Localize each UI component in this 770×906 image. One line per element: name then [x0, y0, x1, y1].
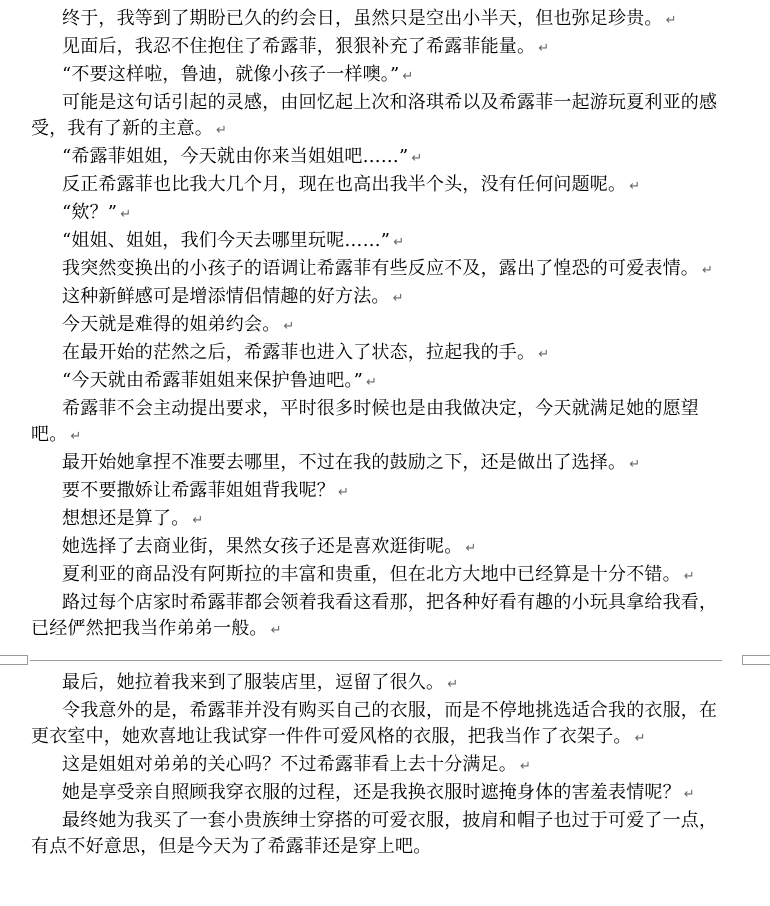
paragraph-mark-icon: ↵: [538, 347, 550, 362]
paragraph-mark-icon: ↵: [634, 731, 646, 746]
paragraph[interactable]: 终于，我等到了期盼已久的约会日，虽然只是空出小半天，但也弥足珍贵。 ↵: [62, 8, 677, 29]
paragraph-mark-icon: ↵: [283, 319, 295, 334]
paragraph[interactable]: “今天就由希露菲姐姐来保护鲁迪吧。” ↵: [62, 370, 378, 391]
paragraph[interactable]: 这是姐姐对弟弟的关心吗？不过希露菲看上去十分满足。 ↵: [62, 754, 532, 775]
paragraph[interactable]: 我突然变换出的小孩子的语调让希露菲有些反应不及，露出了惶恐的可爱表情。 ↵: [62, 258, 714, 279]
paragraph[interactable]: “希露菲姐姐，今天就由你来当姐姐吧……” ↵: [62, 146, 423, 167]
paragraph-mark-icon: ↵: [270, 623, 282, 638]
paragraph-mark-icon: ↵: [629, 179, 641, 194]
paragraph-mark-icon: ↵: [665, 13, 677, 28]
paragraph[interactable]: 令我意外的是，希露菲并没有购买自己的衣服，而是不停地挑选适合我的衣服，在更衣室中，她欢喜地让我试穿一件件可爱风格的衣服，把我当作了衣架子。 ↵: [31, 700, 718, 747]
paragraph-mark-icon: ↵: [447, 677, 459, 692]
paragraph[interactable]: 最开始她拿捏不准要去哪里，不过在我的鼓励之下，还是做出了选择。 ↵: [62, 452, 641, 473]
paragraph[interactable]: 今天就是难得的姐弟约会。 ↵: [62, 314, 295, 335]
paragraph-mark-icon: ↵: [216, 123, 228, 138]
page-break-line: [30, 660, 722, 661]
paragraph[interactable]: 在最开始的茫然之后，希露菲也进入了状态，拉起我的手。 ↵: [62, 342, 550, 363]
paragraph-mark-icon: ↵: [629, 457, 641, 472]
paragraph[interactable]: “姐姐、姐姐，我们今天去哪里玩呢……” ↵: [62, 230, 405, 251]
page-corner-mark: [742, 655, 770, 665]
paragraph-mark-icon: ↵: [392, 291, 404, 306]
paragraph[interactable]: 夏利亚的商品没有阿斯拉的丰富和贵重，但在北方大地中已经算是十分不错。 ↵: [62, 564, 695, 585]
page-break: [0, 652, 770, 668]
paragraph[interactable]: 见面后，我忍不住抱住了希露菲，狠狠补充了希露菲能量。 ↵: [62, 36, 550, 57]
paragraph[interactable]: 想想还是算了。 ↵: [62, 508, 204, 529]
paragraph-mark-icon: ↵: [411, 151, 423, 166]
paragraph[interactable]: “不要这样啦，鲁迪，就像小孩子一样噢。” ↵: [62, 64, 414, 85]
paragraph-mark-icon: ↵: [683, 787, 695, 802]
paragraph-mark-icon: ↵: [402, 69, 414, 84]
paragraph-mark-icon: ↵: [366, 375, 378, 390]
paragraph-mark-icon: ↵: [393, 235, 405, 250]
paragraph-mark-icon: ↵: [538, 41, 550, 56]
paragraph-mark-icon: ↵: [192, 513, 204, 528]
page-corner-mark: [0, 655, 28, 665]
paragraph[interactable]: 反正希露菲也比我大几个月，现在也高出我半个头，没有任何问题呢。 ↵: [62, 174, 641, 195]
paragraph-mark-icon: ↵: [520, 759, 532, 774]
paragraph[interactable]: 这种新鲜感可是增添情侣情趣的好方法。 ↵: [62, 286, 404, 307]
paragraph-mark-icon: ↵: [120, 207, 132, 222]
paragraph-mark-icon: ↵: [338, 485, 350, 500]
paragraph[interactable]: 她选择了去商业街，果然女孩子还是喜欢逛街呢。 ↵: [62, 536, 477, 557]
paragraph[interactable]: 她是享受亲自照顾我穿衣服的过程，还是我换衣服时遮掩身体的害羞表情呢？ ↵: [62, 782, 695, 803]
paragraph[interactable]: 要不要撒娇让希露菲姐姐背我呢？ ↵: [62, 480, 350, 501]
paragraph[interactable]: 最终她为我买了一套小贵族绅士穿搭的可爱衣服，披肩和帽子也过于可爱了一点，有点不好意思，但是今天为了希露菲还是穿上吧。: [31, 810, 718, 857]
paragraph[interactable]: 希露菲不会主动提出要求，平时很多时候也是由我做决定，今天就满足她的愿望吧。 ↵: [31, 398, 699, 445]
paragraph-mark-icon: ↵: [702, 263, 714, 278]
paragraph[interactable]: 可能是这句话引起的灵感，由回忆起上次和洛琪希以及希露菲一起游玩夏利亚的感受，我有了新的主意。 ↵: [31, 92, 718, 139]
paragraph[interactable]: 路过每个店家时希露菲都会领着我看这看那，把各种好看有趣的小玩具拿给我看，已经俨然把我当作弟弟一般。 ↵: [31, 592, 718, 639]
paragraph-mark-icon: ↵: [465, 541, 477, 556]
document-page-bottom: [0, 668, 770, 906]
paragraph-mark-icon: ↵: [683, 569, 695, 584]
paragraph-mark-icon: ↵: [70, 429, 82, 444]
paragraph[interactable]: “欸？” ↵: [62, 202, 132, 223]
paragraph[interactable]: 最后，她拉着我来到了服装店里，逗留了很久。 ↵: [62, 672, 459, 693]
